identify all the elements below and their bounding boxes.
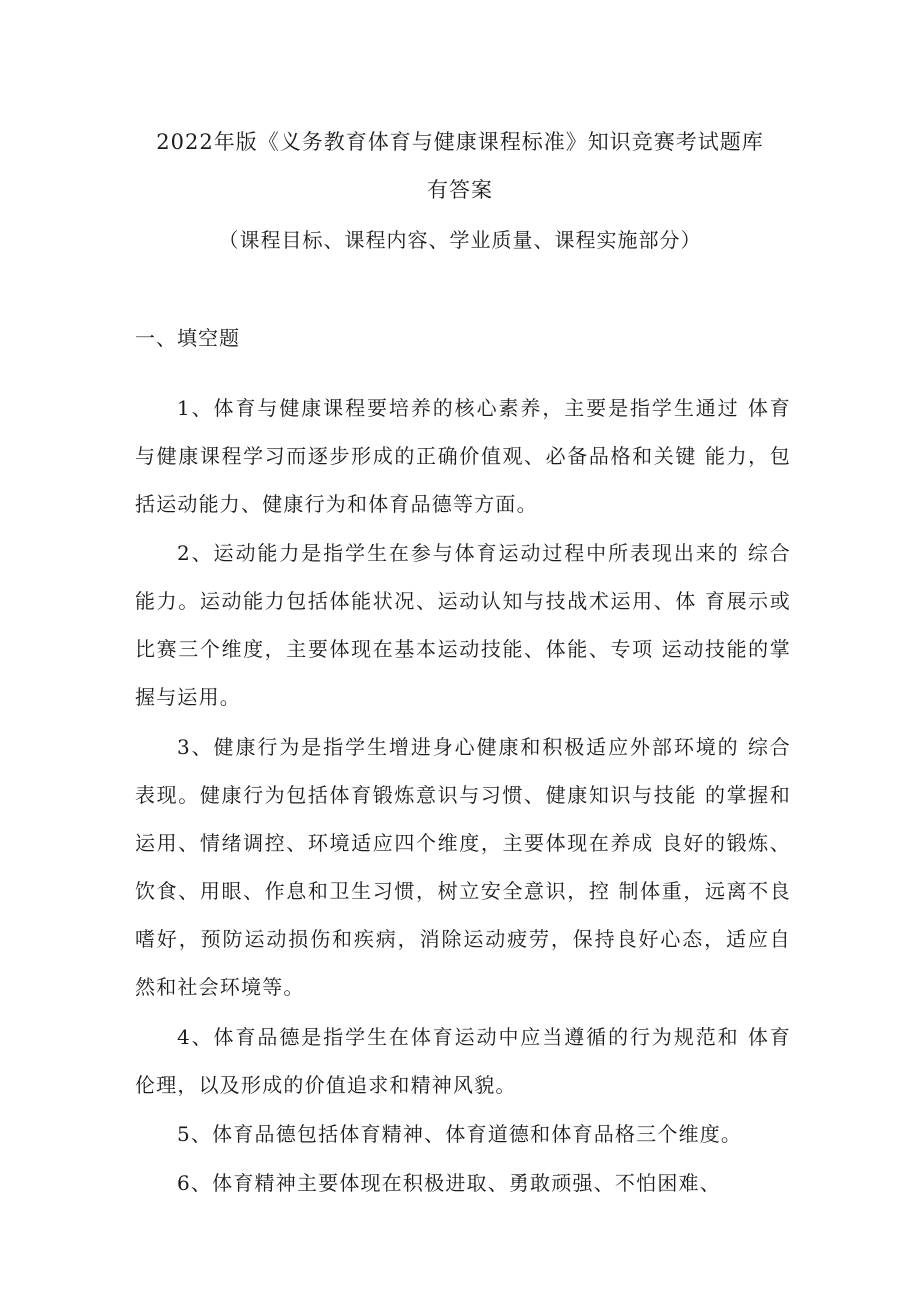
- paragraph-3: 3、健康行为是指学生增进身心健康和积极适应外部环境的 综合表现。健康行为包括体育锻炼意识与习惯、健康知识与技能 的掌握和运用、情绪调控、环境适应四个维度，主要体现在养成 良好的锻炼、饮食、用眼、作息和卫生习惯，树立安全意识，控 制体重，远离不良嗜好，预防运动损伤和疾病，消除运动疲劳，保持良好心态，适应自然和社会环境等。: [135, 735, 791, 999]
- section-heading: 一、填空题: [135, 326, 240, 350]
- document-title: 2022年版《义务教育体育与健康课程标准》知识竞赛考试题库: [156, 130, 764, 154]
- paragraph-4: 4、体育品德是指学生在体育运动中应当遵循的行为规范和 体育伦理，以及形成的价值追求和精神风貌。: [135, 1025, 791, 1097]
- paragraph-2: 2、运动能力是指学生在参与体育运动过程中所表现出来的 综合能力。运动能力包括体能状况、运动认知与技战术运用、体 育展示或比赛三个维度，主要体现在基本运动技能、体能、专项 运动技能的掌握与运用。: [135, 541, 791, 709]
- document-title-continuation: 有答案: [427, 178, 493, 202]
- paragraph-1: 1、体育与健康课程要培养的核心素养，主要是指学生通过 体育与健康课程学习而逐步形成的正确价值观、必备品格和关键 能力，包括运动能力、健康行为和体育品德等方面。: [135, 396, 791, 516]
- paragraph-6: 6、体育精神主要体现在积极进取、勇敢顽强、不怕困难、: [177, 1171, 721, 1195]
- document-subtitle: （课程目标、课程内容、学业质量、课程实施部分）: [218, 228, 702, 252]
- paragraph-5: 5、体育品德包括体育精神、体育道德和体育品格三个维度。: [177, 1122, 743, 1146]
